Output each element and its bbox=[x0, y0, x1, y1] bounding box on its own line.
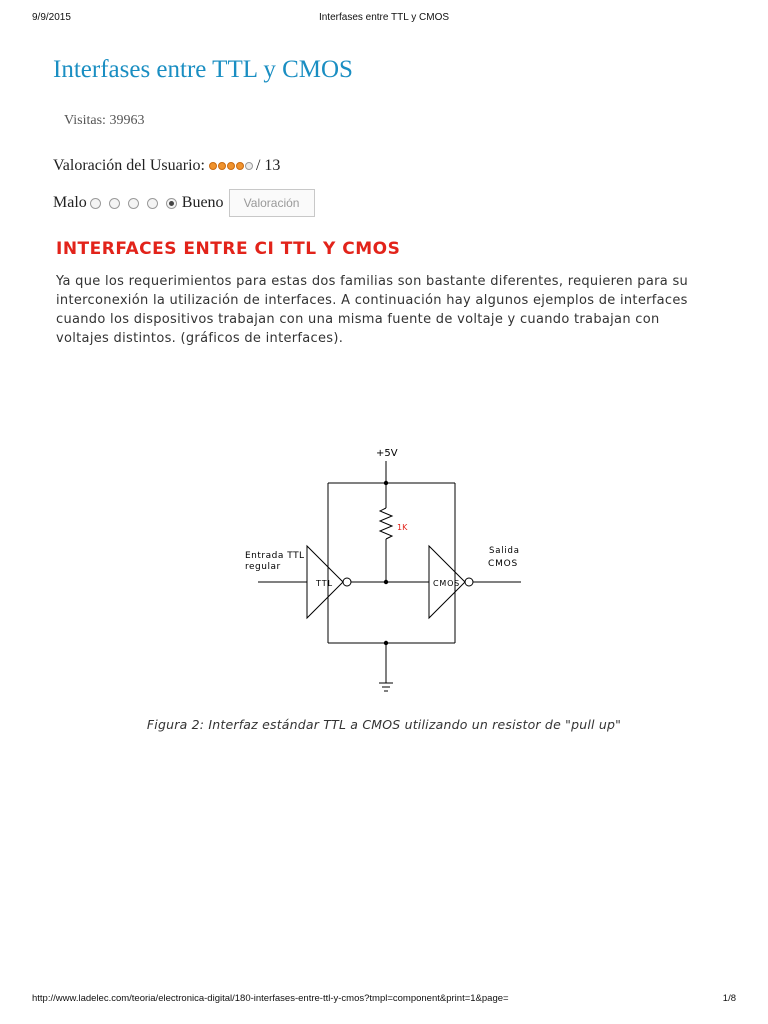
vote-radio-3[interactable] bbox=[128, 198, 139, 209]
star-filled-icon bbox=[227, 162, 235, 170]
output-label: CMOS bbox=[488, 559, 519, 569]
rating-count: / 13 bbox=[255, 157, 281, 174]
print-url: http://www.ladelec.com/teoria/electronica-digital/180-interfases-entre-ttl-y-cmos?tmpl=component&print=1&page= bbox=[32, 993, 509, 1004]
junction-dot bbox=[384, 481, 388, 485]
star-filled-icon bbox=[209, 162, 217, 170]
input-label: regular bbox=[245, 562, 281, 572]
ttl-inverter-bubble bbox=[343, 578, 351, 586]
star-filled-icon bbox=[236, 162, 244, 170]
vote-radio-2[interactable] bbox=[109, 198, 120, 209]
paragraph-line: interconexión la utilización de interfaces. A continuación hay algunos ejemplos de interfaces bbox=[56, 293, 688, 308]
star-empty-icon bbox=[245, 162, 253, 170]
paragraph-line: cuando los dispositivos trabajan con una misma fuente de voltaje y cuando trabajan con bbox=[56, 312, 660, 327]
vote-radio-1[interactable] bbox=[90, 198, 101, 209]
output-label: Salida bbox=[489, 546, 520, 556]
junction-dot bbox=[384, 641, 388, 645]
star-filled-icon bbox=[218, 162, 226, 170]
figure-caption: Figura 2: Interfaz estándar TTL a CMOS utilizando un resistor de "pull up" bbox=[146, 717, 622, 732]
junction-dot bbox=[384, 580, 388, 584]
vote-radio-4[interactable] bbox=[147, 198, 158, 209]
interface-circuit-diagram bbox=[236, 442, 536, 702]
print-header-title: Interfases entre TTL y CMOS bbox=[318, 12, 450, 23]
ttl-gate-label: TTL bbox=[316, 579, 334, 588]
resistor-symbol bbox=[380, 508, 392, 539]
supply-label: +5V bbox=[376, 448, 398, 459]
page-title[interactable]: Interfases entre TTL y CMOS bbox=[53, 56, 353, 83]
intro-paragraph bbox=[56, 272, 716, 348]
cmos-gate-label: CMOS bbox=[433, 579, 461, 588]
rating-stars bbox=[209, 162, 254, 170]
page-number: 1/8 bbox=[722, 993, 736, 1004]
paragraph-line: Ya que los requerimientos para estas dos familias son bastante diferentes, requieren para su bbox=[56, 274, 689, 289]
cmos-inverter-bubble bbox=[465, 578, 473, 586]
vote-radio-5[interactable] bbox=[166, 198, 177, 209]
rating-label: Valoración del Usuario: bbox=[53, 157, 205, 174]
section-heading: INTERFACES ENTRE CI TTL Y CMOS bbox=[56, 239, 401, 259]
vote-high-label: Bueno bbox=[181, 194, 224, 211]
print-date: 9/9/2015 bbox=[32, 12, 71, 23]
input-label: Entrada TTL bbox=[245, 551, 305, 561]
user-rating bbox=[53, 157, 280, 175]
visit-counter: Visitas: 39963 bbox=[64, 113, 145, 128]
paragraph-line: voltajes distintos. (gráficos de interfaces). bbox=[56, 331, 344, 346]
vote-low-label: Malo bbox=[53, 194, 87, 211]
resistor-label: 1K bbox=[397, 523, 408, 532]
vote-button[interactable]: Valoración bbox=[229, 189, 315, 217]
vote-form bbox=[53, 189, 315, 217]
